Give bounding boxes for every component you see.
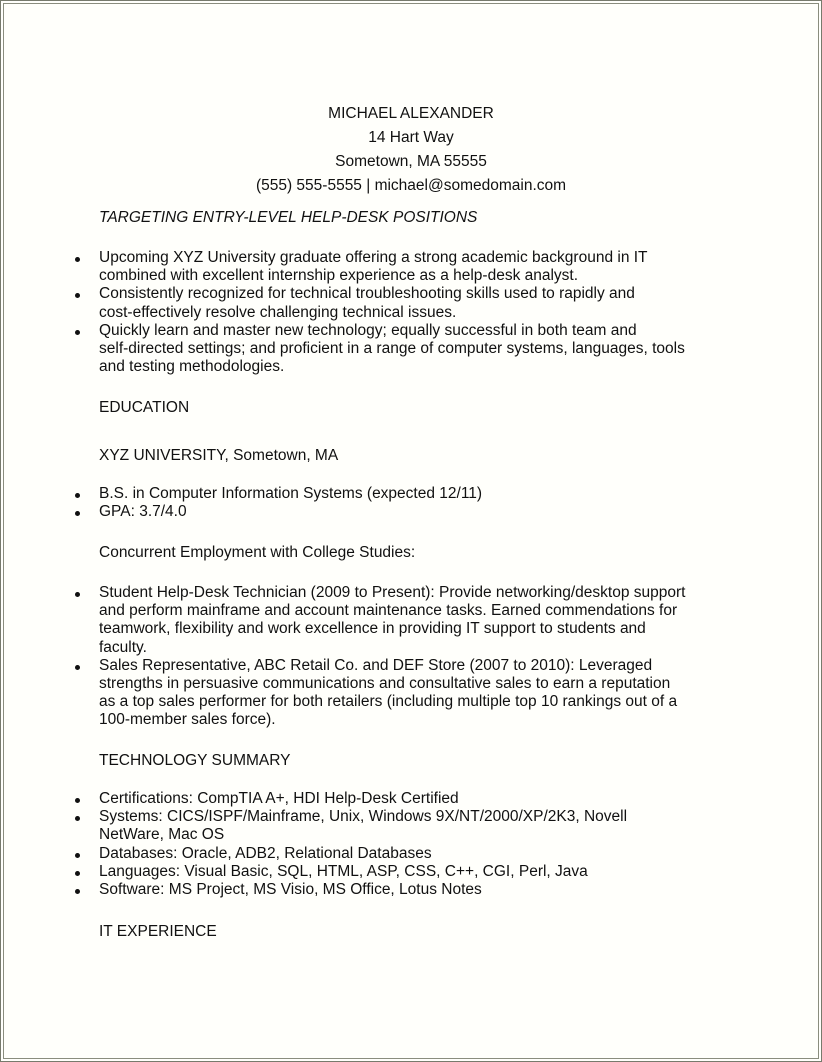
experience-heading: IT EXPERIENCE: [99, 923, 217, 940]
employment-heading: Concurrent Employment with College Studies:: [99, 544, 416, 561]
city-state-zip: Sometown, MA 55555: [335, 153, 487, 170]
employment-item: Student Help-Desk Technician (2009 to Present): Provide networking/desktop support and perform mainframe and account maintenance tasks. Earned commendations for teamwork, flexibility and work excellence in providing IT support to students and faculty.: [0, 584, 685, 657]
technology-heading: TECHNOLOGY SUMMARY: [99, 752, 291, 769]
summary-item: Upcoming XYZ University graduate offering a strong academic background in IT combined with excellent internship experience as a help-desk analyst.: [0, 249, 685, 285]
tech-item: Systems: CICS/ISPF/Mainframe, Unix, Windows 9X/NT/2000/XP/2K3, Novell NetWare, Mac OS: [0, 808, 627, 844]
tech-item: Databases: Oracle, ADB2, Relational Databases: [0, 845, 627, 863]
degree-item: B.S. in Computer Information Systems (expected 12/11): [0, 485, 482, 503]
candidate-name: MICHAEL ALEXANDER: [328, 105, 494, 122]
tech-item: Languages: Visual Basic, SQL, HTML, ASP, CSS, C++, CGI, Perl, Java: [0, 863, 627, 881]
gpa-item: GPA: 3.7/4.0: [0, 503, 482, 521]
tech-item: Software: MS Project, MS Visio, MS Office, Lotus Notes: [0, 881, 627, 899]
school-name: XYZ UNIVERSITY, Sometown, MA: [99, 447, 339, 464]
tech-item: Certifications: CompTIA A+, HDI Help-Desk Certified: [0, 790, 627, 808]
degree-list: [0, 485, 482, 521]
objective-heading: TARGETING ENTRY-LEVEL HELP-DESK POSITIONS: [99, 209, 478, 226]
summary-item: Quickly learn and master new technology; equally successful in both team and self-directed settings; and proficient in a range of computer systems, languages, tools and testing methodologies.: [0, 322, 685, 377]
phone-email: (555) 555-5555 | michael@somedomain.com: [255, 177, 567, 194]
employment-list: [0, 584, 685, 730]
summary-item: Consistently recognized for technical troubleshooting skills used to rapidly and cost-effectively resolve challenging technical issues.: [0, 285, 685, 321]
contact-header: [0, 102, 822, 198]
education-heading: EDUCATION: [99, 399, 190, 416]
technology-list: [0, 790, 627, 899]
street-address: 14 Hart Way: [368, 129, 454, 146]
employment-item: Sales Representative, ABC Retail Co. and DEF Store (2007 to 2010): Leveraged strengths in persuasive communications and consultative sales to earn a reputation as a top sales performer for both retailers (including multiple top 10 rankings out of a 100-member sales force).: [0, 657, 685, 730]
summary-list: [0, 249, 685, 376]
